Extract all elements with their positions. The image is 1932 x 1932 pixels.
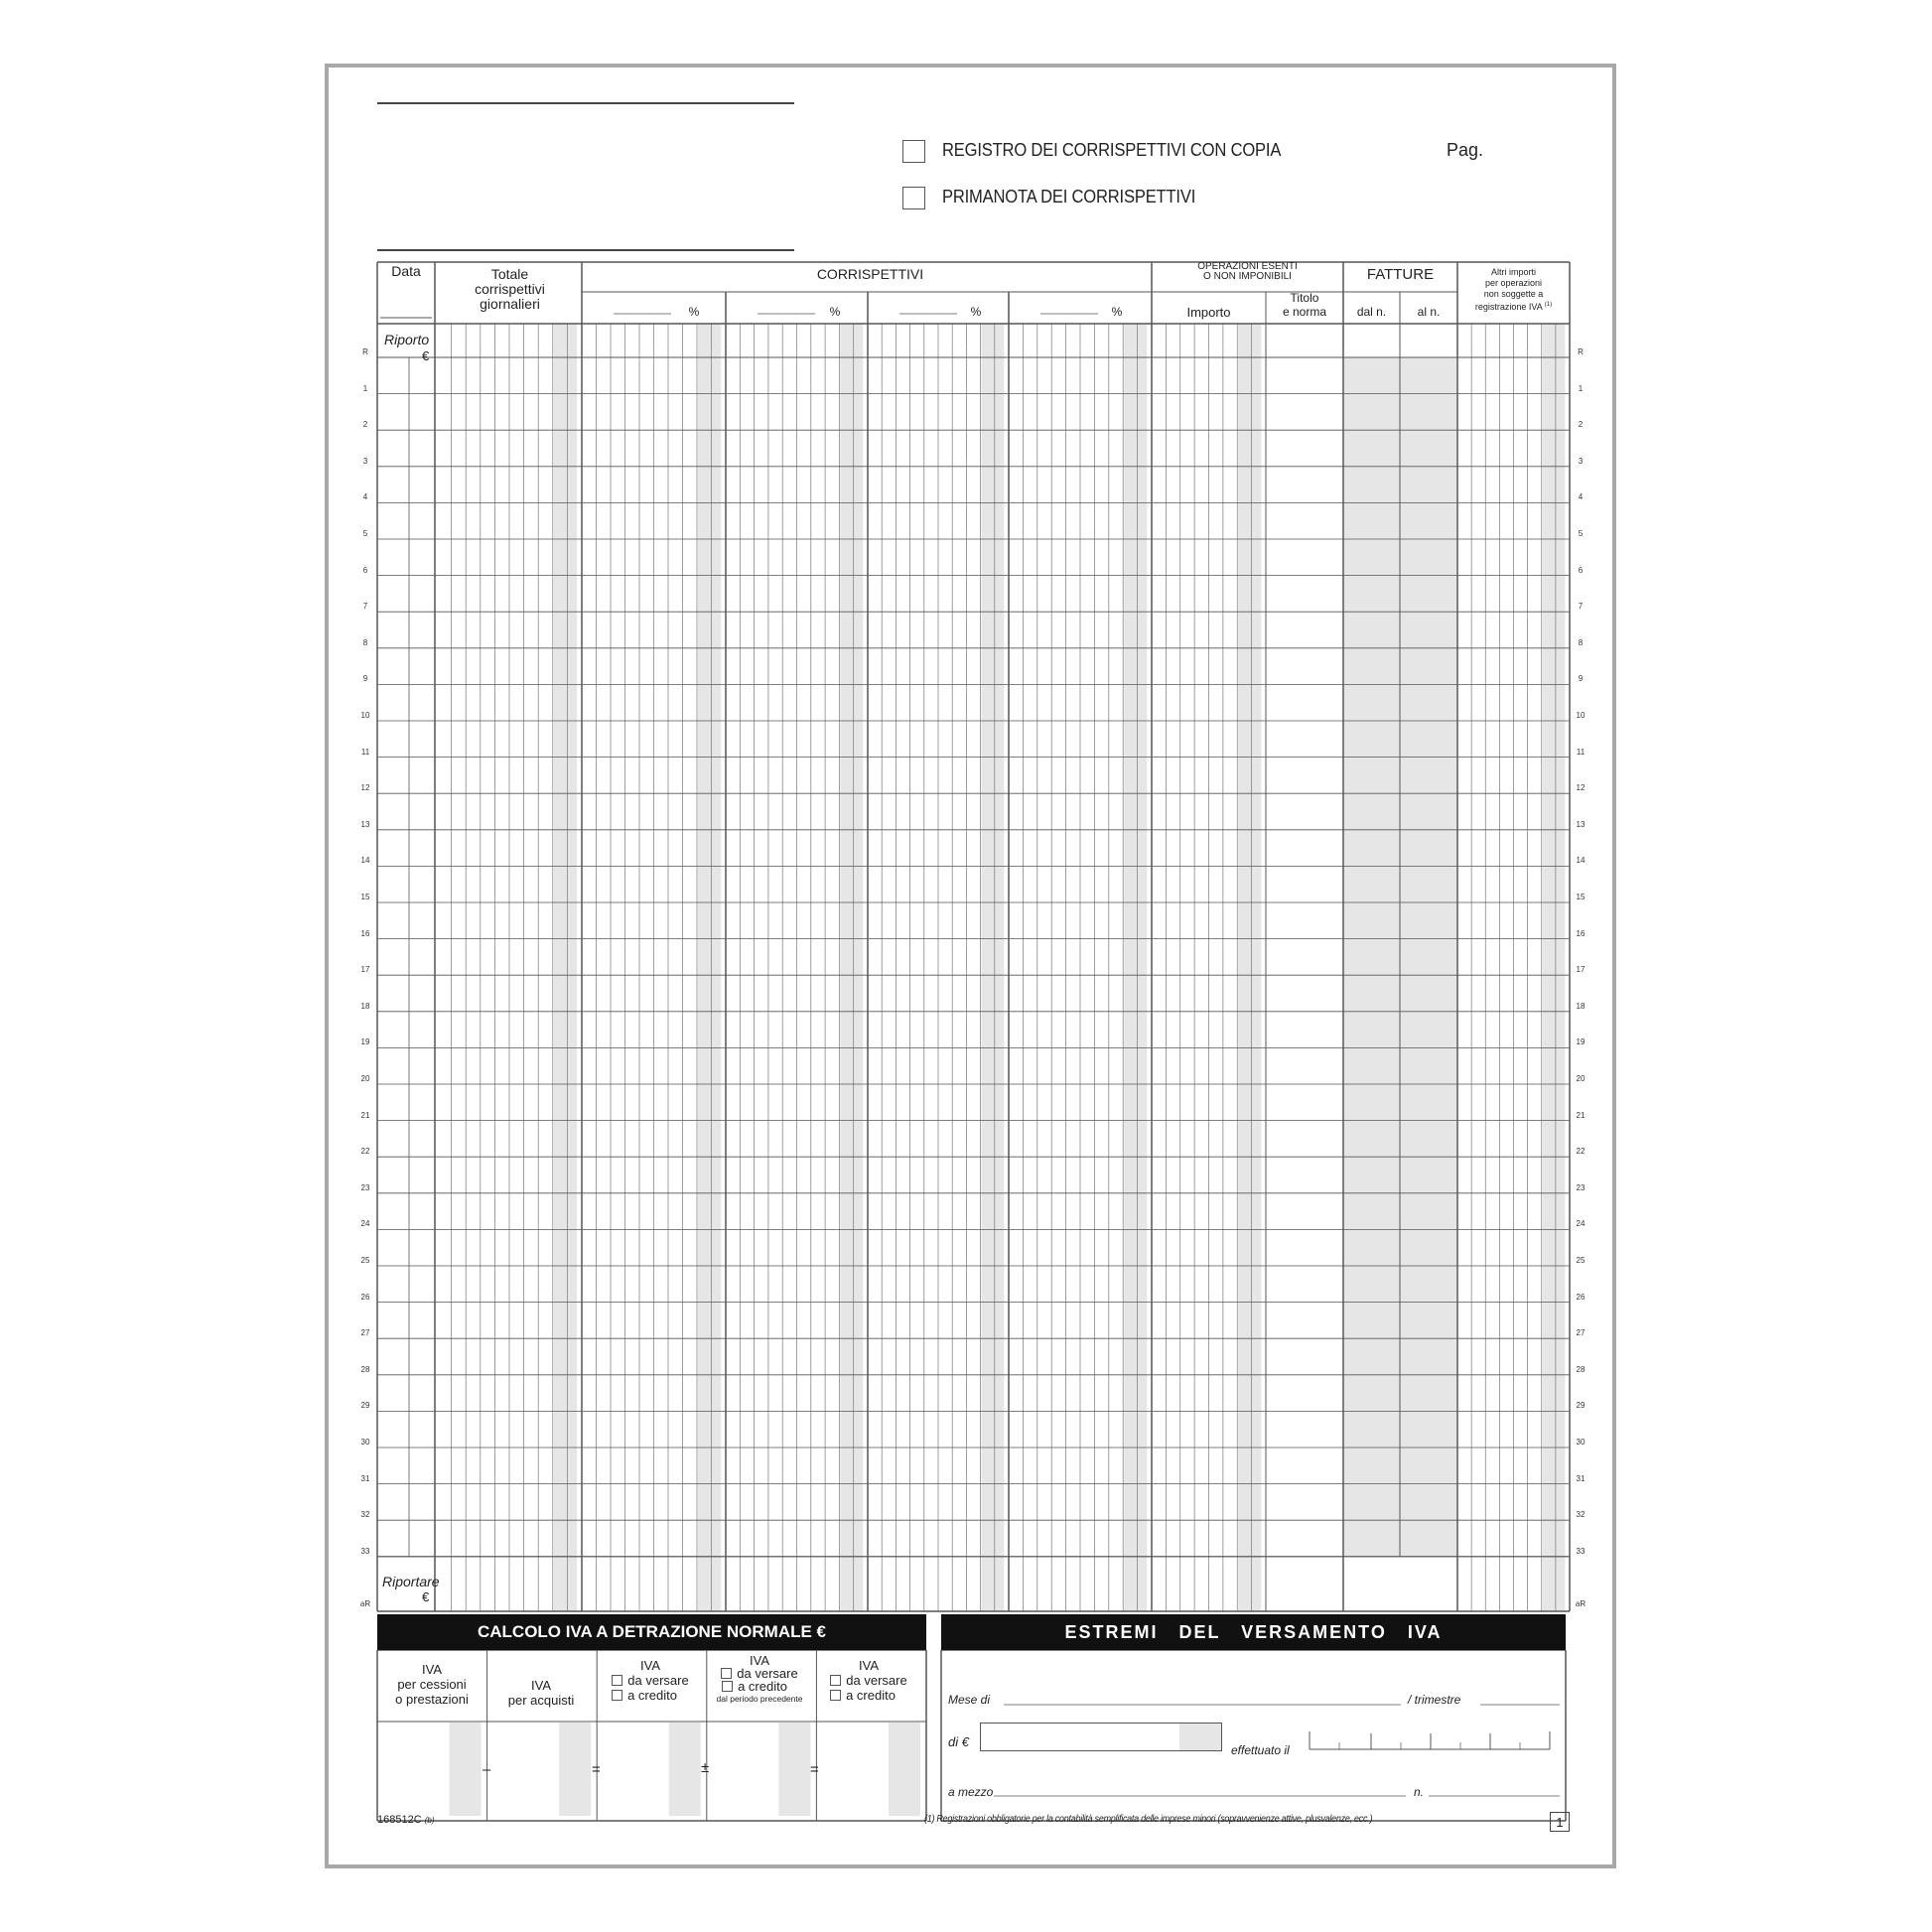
calcolo-col1-line1: IVA (422, 1662, 442, 1677)
row-number-left: 31 (360, 1473, 370, 1483)
percent-2: % (829, 305, 841, 319)
row-number-left: 3 (362, 456, 368, 466)
col-titolo-label-2: e norma (1282, 305, 1327, 319)
row-number-right: 29 (1576, 1401, 1586, 1411)
row-number-right: 32 (1576, 1510, 1586, 1520)
decimal-column-shade (698, 324, 721, 1611)
col5-a-credito-checkbox[interactable] (830, 1690, 841, 1701)
row-number-right: 12 (1576, 783, 1586, 793)
row-number-left: 8 (362, 637, 368, 647)
percent-4: % (1111, 305, 1123, 319)
row-number-right: 2 (1578, 420, 1584, 430)
row-number-right: aR (1575, 1599, 1587, 1608)
row-number-left: 7 (362, 602, 368, 612)
row-number-left: 15 (360, 893, 370, 901)
row-number-left: 33 (360, 1546, 370, 1556)
percent-3: % (970, 305, 982, 319)
calcolo-shade (669, 1723, 701, 1816)
col3-da-versare-label: da versare (627, 1673, 689, 1688)
row-number-right: 22 (1576, 1147, 1586, 1157)
decimal-column-shade (554, 324, 577, 1611)
row-number-right: 14 (1576, 856, 1586, 866)
row-number-left: 4 (362, 492, 368, 502)
row-number-left: 25 (360, 1256, 370, 1265)
calcolo-col5-head: IVA (859, 1658, 879, 1673)
row-number-right: 21 (1576, 1110, 1586, 1120)
form-code (377, 1814, 435, 1826)
row-number-left: 17 (360, 965, 370, 975)
calcolo-col3-label (596, 1658, 705, 1703)
calcolo-op-equals-2: = (810, 1761, 819, 1778)
a-mezzo-label: a mezzo (948, 1785, 994, 1799)
decimal-column-shade (982, 324, 1005, 1611)
effettuato-il-label: effettuato il (1231, 1743, 1290, 1757)
col-totale-label-1: Totale (490, 266, 529, 282)
row-number-left: aR (359, 1599, 371, 1608)
row-number-right: 6 (1578, 565, 1584, 575)
ledger-grid (329, 68, 1612, 1864)
calcolo-col2-line2: per acquisti (507, 1693, 575, 1708)
col-altri-label-2: per operazioni (1484, 278, 1543, 288)
row-number-left: R (362, 347, 368, 356)
col-operazioni-label-2: O NON IMPONIBILI (1203, 271, 1292, 282)
col-altri-label-4 (1457, 300, 1570, 312)
col-fatture-label: FATTURE (1366, 266, 1435, 283)
calcolo-col3-head: IVA (640, 1658, 660, 1673)
decimal-column-shade (840, 324, 863, 1611)
col-altri-label-1: Altri importi (1490, 267, 1536, 277)
row-number-right: 20 (1576, 1074, 1586, 1083)
calcolo-op-minus: – (483, 1761, 491, 1778)
form-code-suffix: (b) (424, 1816, 435, 1825)
form-code-text: 168512C (377, 1814, 422, 1826)
row-number-left: 19 (360, 1037, 370, 1047)
primanota-label: PRIMANOTA DEI CORRISPETTIVI (942, 187, 1196, 207)
calcolo-col5-label (814, 1658, 923, 1703)
row-number-right: 8 (1578, 637, 1584, 647)
calcolo-col4-note: dal periodo precedente (716, 1694, 803, 1704)
row-number-left: 2 (362, 420, 368, 430)
row-number-left: 16 (360, 928, 370, 938)
col-al-label: al n. (1417, 305, 1441, 319)
row-number-right: 30 (1576, 1438, 1586, 1447)
row-number-right: 27 (1576, 1328, 1586, 1338)
page-number-box (1550, 1812, 1570, 1832)
row-number-left: 21 (360, 1110, 370, 1120)
row-number-right: 4 (1578, 492, 1584, 502)
row-number-right: 24 (1576, 1219, 1586, 1229)
footnote: (1) Registrazioni obbligatorie per la contabilità semplificata delle imprese minori (sopravvenienze attive, plusvalenze, ecc.) (924, 1814, 1373, 1825)
di-euro-label: di € (948, 1734, 969, 1749)
riporto-label: Riporto (384, 332, 430, 347)
row-number-right: 15 (1576, 893, 1586, 901)
calcolo-op-equals-1: = (592, 1761, 601, 1778)
row-number-right: 7 (1578, 602, 1584, 612)
col3-da-versare-checkbox[interactable] (612, 1675, 622, 1686)
row-number-left: 10 (360, 711, 370, 720)
row-number-right: 9 (1578, 674, 1584, 684)
row-number-right: 23 (1576, 1182, 1586, 1192)
row-number-left: 24 (360, 1219, 370, 1229)
row-number-left: 11 (360, 747, 370, 757)
row-number-left: 9 (362, 674, 368, 684)
row-number-right: 3 (1578, 456, 1584, 466)
altri-note-ref: (1) (1544, 302, 1553, 308)
col4-a-credito-label: a credito (738, 1679, 787, 1694)
row-number-right: 17 (1576, 965, 1586, 975)
col-totale-label-3: giornalieri (480, 296, 540, 312)
col-data-label: Data (391, 263, 421, 279)
col-altri-label-3: non soggette a (1483, 289, 1544, 299)
percent-1: % (688, 305, 700, 319)
row-number-right: 5 (1578, 529, 1584, 538)
calcolo-shade (450, 1723, 482, 1816)
row-number-right: 1 (1578, 383, 1584, 393)
row-number-left: 13 (360, 819, 370, 829)
calcolo-shade (889, 1723, 920, 1816)
importo-versato-field[interactable] (980, 1723, 1222, 1751)
row-number-right: 10 (1576, 711, 1586, 720)
col-operazioni-label-1: OPERAZIONI ESENTI (1197, 261, 1298, 272)
row-number-right: 31 (1576, 1473, 1586, 1483)
col5-a-credito-label: a credito (846, 1688, 896, 1703)
calcolo-shade (559, 1723, 591, 1816)
col3-a-credito-checkbox[interactable] (612, 1690, 622, 1701)
mese-di-label: Mese di (948, 1693, 991, 1707)
row-number-left: 22 (360, 1147, 370, 1157)
row-number-right: 19 (1576, 1037, 1586, 1047)
col4-da-versare-checkbox[interactable] (721, 1668, 732, 1679)
calcolo-col1-label (377, 1662, 486, 1707)
row-number-left: 12 (360, 783, 370, 793)
riporto-euro: € (422, 348, 430, 363)
row-number-left: 20 (360, 1074, 370, 1083)
row-number-right: 18 (1576, 1001, 1586, 1011)
page-label: Pag. (1447, 140, 1484, 160)
riportare-euro: € (422, 1589, 430, 1604)
calcolo-col4-label (705, 1654, 814, 1706)
row-number-left: 28 (360, 1364, 370, 1374)
calcolo-shade (778, 1723, 810, 1816)
row-number-right: 26 (1576, 1292, 1586, 1302)
col-titolo-label-1: Titolo (1290, 291, 1319, 305)
decimal-column-shade (1238, 324, 1261, 1611)
register-sheet (325, 64, 1616, 1868)
trimestre-label: / trimestre (1408, 1693, 1461, 1707)
col-importo-label: Importo (1186, 305, 1231, 320)
col3-a-credito-label: a credito (627, 1688, 677, 1703)
calcolo-op-plusminus: ± (701, 1759, 710, 1776)
col4-da-versare-label: da versare (737, 1666, 798, 1681)
riportare-label: Riportare (382, 1574, 440, 1589)
col-altri-label-4-text: registrazione IVA (1474, 302, 1543, 312)
calcolo-col1-line2: per cessioni (397, 1677, 467, 1692)
row-number-left: 26 (360, 1292, 370, 1302)
col5-da-versare-checkbox[interactable] (830, 1675, 841, 1686)
decimal-column-shade (1124, 324, 1147, 1611)
row-number-left: 14 (360, 856, 370, 866)
row-number-left: 32 (360, 1510, 370, 1520)
row-number-left: 23 (360, 1182, 370, 1192)
row-number-right: 11 (1576, 747, 1586, 757)
calcolo-col4-head: IVA (750, 1653, 769, 1668)
decimal-column-shade (1543, 324, 1566, 1611)
row-number-left: 30 (360, 1438, 370, 1447)
row-number-left: 6 (362, 565, 368, 575)
registro-label: REGISTRO DEI CORRISPETTIVI CON COPIA (942, 140, 1282, 160)
versamento-title: ESTREMI DEL VERSAMENTO IVA (941, 1614, 1566, 1650)
row-number-right: R (1578, 347, 1584, 356)
col-totale-label-2: corrispettivi (475, 281, 545, 297)
row-number-left: 18 (360, 1001, 370, 1011)
n-label: n. (1414, 1785, 1425, 1799)
calcolo-col2-line1: IVA (531, 1678, 551, 1693)
row-number-left: 27 (360, 1328, 370, 1338)
row-number-right: 13 (1576, 819, 1586, 829)
row-number-right: 28 (1576, 1364, 1586, 1374)
calcolo-col2-label (486, 1678, 596, 1708)
calcolo-iva-title: CALCOLO IVA A DETRAZIONE NORMALE € (377, 1614, 926, 1650)
col5-da-versare-label: da versare (846, 1673, 907, 1688)
col-dal-label: dal n. (1356, 305, 1387, 319)
row-number-left: 1 (362, 383, 368, 393)
calcolo-col1-line3: o prestazioni (395, 1692, 469, 1707)
row-number-right: 33 (1576, 1546, 1586, 1556)
row-number-left: 29 (360, 1401, 370, 1411)
col4-a-credito-checkbox[interactable] (722, 1681, 733, 1692)
row-number-left: 5 (362, 529, 368, 538)
row-number-right: 25 (1576, 1256, 1586, 1265)
row-number-right: 16 (1576, 928, 1586, 938)
page-number: 1 (1556, 1815, 1564, 1830)
col-corrispettivi-label: CORRISPETTIVI (816, 266, 924, 282)
